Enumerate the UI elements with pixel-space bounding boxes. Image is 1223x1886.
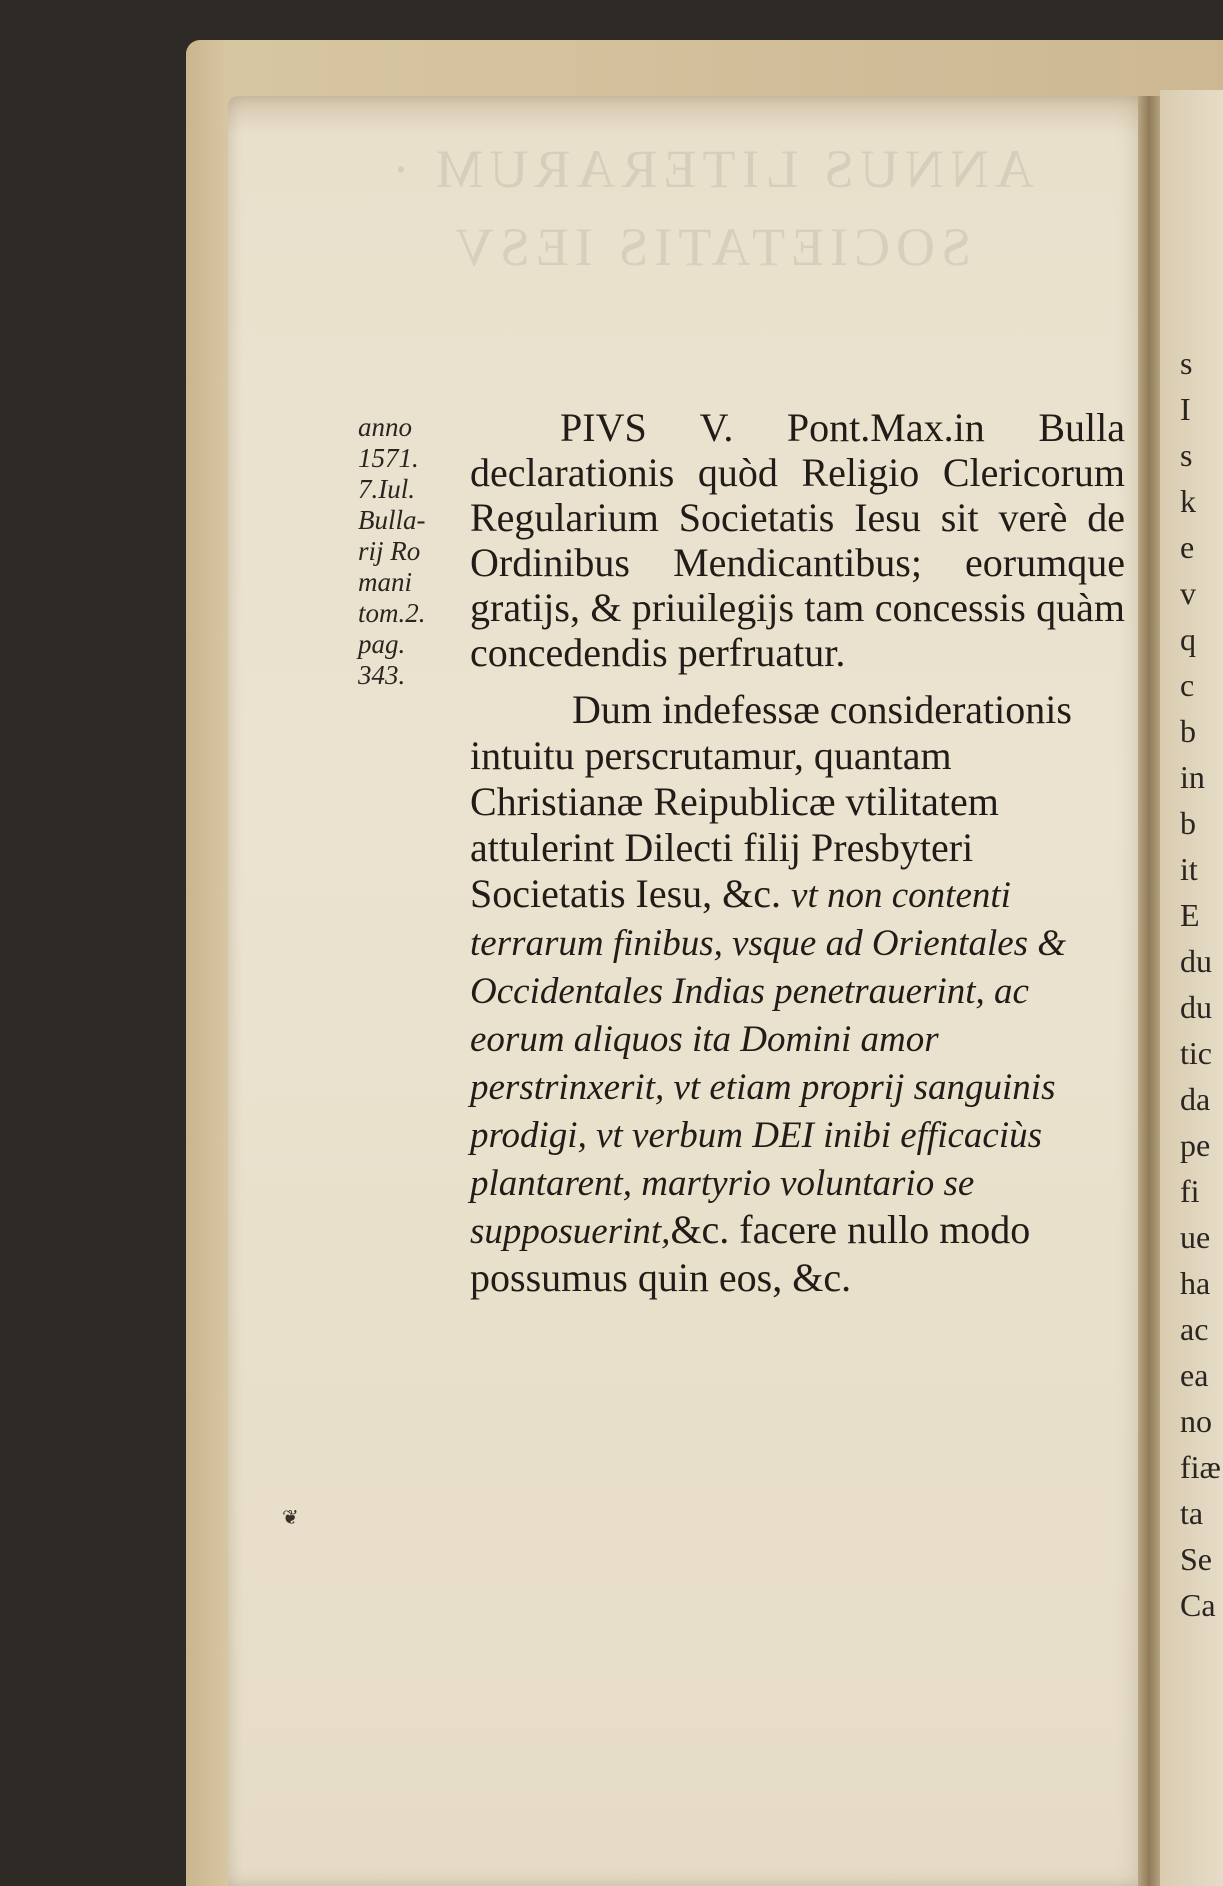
next-page-fragments (1180, 340, 1223, 1628)
margin-note (358, 412, 468, 691)
margin-line: Bulla- (358, 505, 426, 535)
fragment: q (1180, 621, 1196, 657)
fragment: da (1180, 1081, 1211, 1117)
fragment: Se (1180, 1541, 1212, 1577)
fragment: ta (1180, 1495, 1204, 1531)
margin-line: anno (358, 412, 412, 442)
fragment: du (1180, 989, 1212, 1025)
fragment: E (1180, 897, 1200, 933)
fragment: Ca (1180, 1587, 1216, 1623)
ink-blot-ornament: ❦ (282, 1505, 299, 1529)
margin-line: 7.Iul. (358, 474, 415, 504)
fragment: I (1180, 391, 1191, 427)
quotation-roman-closing: &c. facere nullo modo possumus quin eos, &c. (470, 1207, 1031, 1300)
fragment: k (1180, 483, 1196, 519)
fragment: ue (1180, 1219, 1211, 1255)
bull-quotation (470, 687, 1125, 1301)
main-text (470, 405, 1125, 1301)
fragment: v (1180, 575, 1196, 611)
margin-line: 343. (358, 660, 406, 690)
quotation-italic: vt non contenti terrarum finibus, vsque ad Orientales & Occidentales Indias penetrauerint, ac eorum aliquos ita Domini amor perstrinxerit, vt etiam proprij sanguinis prodigi, vt verbum DEI inibi efficaciùs plantarent, martyrio voluntario se supposuerint, (470, 875, 1067, 1252)
margin-line: rij Ro (358, 536, 421, 566)
fragment: s (1180, 437, 1193, 473)
book-gutter (1138, 96, 1160, 1886)
fragment: fi (1180, 1173, 1200, 1209)
margin-line: tom.2. (358, 598, 426, 628)
fragment: tic (1180, 1035, 1212, 1071)
fragment: it (1180, 851, 1198, 887)
bull-heading: PIVS V. Pont.Max.in Bulla declarationis quòd Religio Clericorum Regularium Societatis Iesu sit verè de Ordinibus Mendicantibus; eorumque gratijs, & priuilegijs tam concessis quàm concedendis perfruatur. (470, 405, 1125, 675)
quotation-roman-opening: Dum indefessæ considerationis intuitu perscrutamur, quantam Christianæ Reipublicæ vtilitatem attulerint Dilecti filij Presbyteri Societatis Iesu, &c. (470, 687, 1072, 916)
fragment: du (1180, 943, 1212, 979)
fragment: c (1180, 667, 1195, 703)
fragment: ac (1180, 1311, 1209, 1347)
margin-line: mani (358, 567, 412, 597)
fragment: b (1180, 805, 1196, 841)
fragment: b (1180, 713, 1196, 749)
fragment: fiæ (1180, 1449, 1221, 1485)
fragment: s (1180, 345, 1193, 381)
fragment: no (1180, 1403, 1212, 1439)
margin-line: 1571. (358, 443, 419, 473)
fragment: ea (1180, 1357, 1209, 1393)
fragment: e (1180, 529, 1195, 565)
margin-line: pag. (358, 629, 406, 659)
fragment: in (1180, 759, 1205, 795)
fragment: pe (1180, 1127, 1211, 1163)
show-through-text: ANNUS LITERARUM · SOCIETATIS IESV (386, 139, 1034, 277)
fragment: ha (1180, 1265, 1211, 1301)
